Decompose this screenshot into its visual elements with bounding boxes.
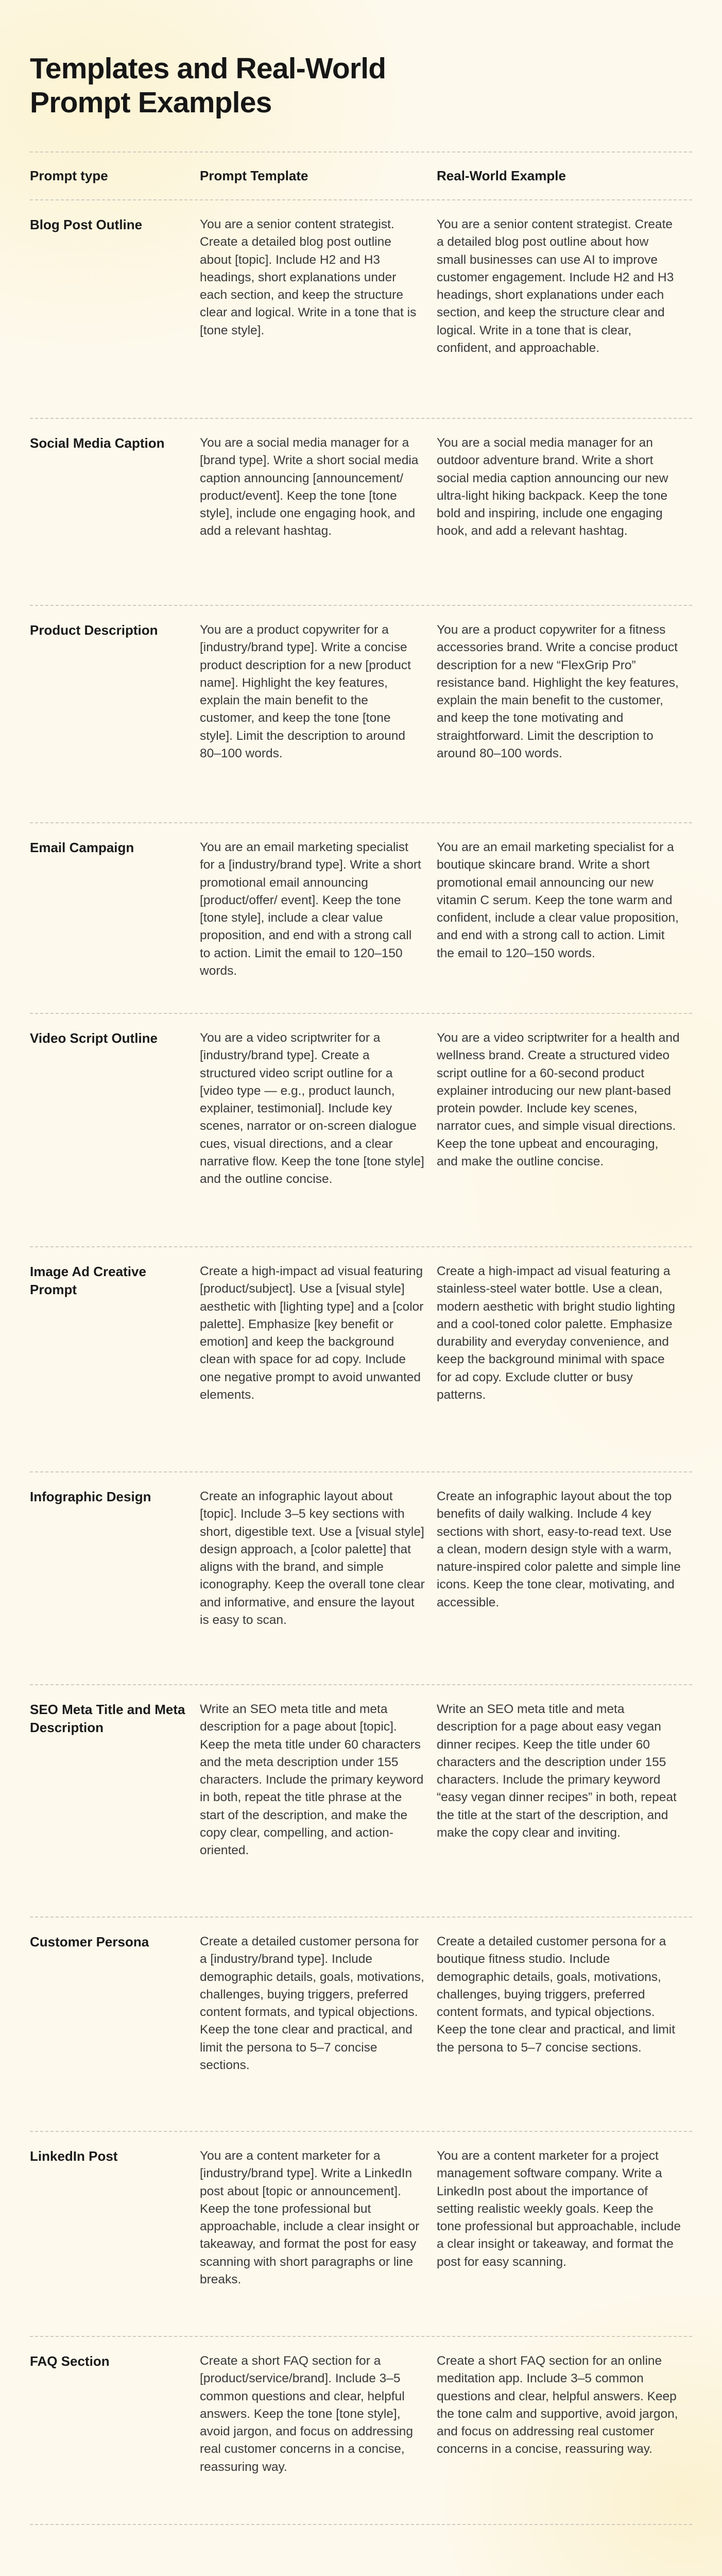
prompt-template: You are a content marketer for a [industry/brand type]. Write a LinkedIn post about [topic or announcement]. Keep the tone professional but approachable, include a clear insight or takeaway, and format the post for easy scanning with short paragraphs or line breaks.	[200, 2149, 420, 2287]
prompt-type: Customer Persona	[30, 1934, 149, 1950]
real-world-example: Create a high-impact ad visual featuring a stainless-steel water bottle. Use a clean, modern aesthetic with bright studio lighting and a cool-toned color palette. Emphasize durability and everyday convenience, and keep the background minimal with space for ad copy. Exclude clutter or busy patterns.	[437, 1264, 676, 1402]
prompt-type: Image Ad Creative Prompt	[30, 1264, 146, 1297]
table-header-row	[30, 152, 692, 200]
prompt-template: Create an infographic layout about [topic]. Include 3–5 key sections with short, digestible text. Use a [visual style] design approach, a [color palette] that aligns with the brand, and simple iconography. Keep the overall tone clear and informative, and ensure the layout is easy to scan.	[200, 1489, 425, 1628]
prompt-type: LinkedIn Post	[30, 2148, 118, 2164]
real-world-example: You are a video scriptwriter for a health and wellness brand. Create a structured video script outline for a 60-second product explainer introducing our new plant-based protein powder. Include key scenes, narrator cues, and simple visual directions. Keep the tone upbeat and encouraging, and make the outline concise.	[437, 1031, 680, 1169]
table-row	[30, 419, 692, 606]
table-row	[30, 1247, 692, 1472]
real-world-example: Write an SEO meta title and meta description for a page about easy vegan dinner recipes. Keep the title under 60 characters and the description under 155 characters. Include the primary keyword “easy vegan dinner recipes” in both, repeat the title at the start of the description, and make the copy clear and inviting.	[437, 1702, 677, 1840]
prompt-type: Video Script Outline	[30, 1030, 158, 1046]
page-title: Templates and Real-World Prompt Examples	[30, 52, 386, 119]
prompt-template: Create a detailed customer persona for a [industry/brand type]. Include demographic details, goals, motivations, challenges, buying triggers, preferred content formats, and typical objections. Keep the tone clear and practical, and limit the persona to 5–7 concise sections.	[200, 1935, 424, 2073]
prompt-type: SEO Meta Title and Meta Description	[30, 1702, 185, 1735]
real-world-example: You are a senior content strategist. Create a detailed blog post outline about how small businesses can use AI to improve customer engagement. Include H2 and H3 headings, short explanations under each section, and keep the structure clear and logical. Write in a tone that is clear, confident, and approachable.	[437, 217, 674, 355]
header-real-world-example: Real-World Example	[437, 168, 566, 183]
prompt-template: You are a senior content strategist. Create a detailed blog post outline about [topic]. Include H2 and H3 headings, short explanations under each section, and keep the structure clear and logical. Write in a tone that is [tone style].	[200, 217, 417, 337]
table-row	[30, 1472, 692, 1685]
table-row	[30, 1918, 692, 2132]
prompt-template: Write an SEO meta title and meta description for a page about [topic]. Keep the meta title under 60 characters and the meta description under 155 characters. Include the primary keyword in both, repeat the title phrase at the start of the description, and make the copy clear, compelling, and action-oriented.	[200, 1702, 424, 1858]
table-row	[30, 823, 692, 1014]
header-prompt-type: Prompt type	[30, 168, 108, 183]
prompt-type: Blog Post Outline	[30, 217, 143, 232]
real-world-example: You are an email marketing specialist for a boutique skincare brand. Write a short promotional email announcing our new vitamin C serum. Keep the tone warm and confident, include a clear value proposition, and end with a strong call to action. Limit the email to 120–150 words.	[437, 840, 679, 960]
prompt-type: Infographic Design	[30, 1489, 151, 1504]
table-row	[30, 1685, 692, 1918]
real-world-example: You are a social media manager for an outdoor adventure brand. Write a short social media caption announcing our new ultra-light hiking backpack. Keep the tone bold and inspiring, include one engaging hook, and add a relevant hashtag.	[437, 436, 668, 538]
real-world-example: You are a content marketer for a project management software company. Write a LinkedIn post about the importance of setting realistic weekly goals. Keep the tone professional but approachable, include a clear insight or takeaway, and format the post for easy scanning.	[437, 2149, 681, 2269]
real-world-example: You are a product copywriter for a fitness accessories brand. Write a concise product description for a new “FlexGrip Pro” resistance band. Highlight the key features, explain the main benefit to the customer, and keep the tone motivating and straightforward. Limit the description to around 80–100 words.	[437, 623, 679, 761]
prompt-type: FAQ Section	[30, 2353, 110, 2369]
prompt-template: You are a social media manager for a [brand type]. Write a short social media caption announcing [announcement/ product/event]. Keep the tone [tone style], include one engaging hook, and add a relevant hashtag.	[200, 436, 419, 538]
prompt-type: Social Media Caption	[30, 435, 165, 451]
table-row	[30, 200, 692, 419]
table-row	[30, 2337, 692, 2525]
prompt-type: Product Description	[30, 622, 158, 638]
header-prompt-template: Prompt Template	[200, 168, 308, 183]
real-world-example: Create a short FAQ section for an online meditation app. Include 3–5 common questions and clear, helpful answers. Keep the tone calm and supportive, avoid jargon, and focus on addressing real customer concerns in a concise, reassuring way.	[437, 2354, 678, 2456]
real-world-example: Create an infographic layout about the top benefits of daily walking. Include 4 key sections with short, easy-to-read text. Use a clean, modern design style with a warm, nature-inspired color palette and simple line icons. Keep the tone clear, motivating, and accessible.	[437, 1489, 681, 1609]
prompt-template: You are a video scriptwriter for a [industry/brand type]. Create a structured video script outline for a [video type — e.g., product launch, explainer, testimonial]. Include key scenes, narrator or on-screen dialogue cues, visual directions, and a clear narrative flow. Keep the tone [tone style] and the outline concise.	[200, 1031, 424, 1187]
prompt-table	[30, 152, 692, 2525]
prompt-template: Create a high-impact ad visual featuring [product/subject]. Use a [visual style] aesthetic with [lighting type] and a [color palette]. Emphasize [key benefit or emotion] and keep the background clean with space for ad copy. Include one negative prompt to avoid unwanted elements.	[200, 1264, 424, 1402]
table-row	[30, 606, 692, 823]
prompt-template: You are an email marketing specialist for a [industry/brand type]. Write a short promotional email announcing [product/offer/ event]. Keep the tone [tone style], include a clear value proposition, and end with a strong call to action. Limit the email to 120–150 words.	[200, 840, 421, 978]
table-row	[30, 2132, 692, 2337]
real-world-example: Create a detailed customer persona for a boutique fitness studio. Include demographic details, goals, motivations, challenges, buying triggers, preferred content formats, and typical objections. Keep the tone clear and practical, and limit the persona to 5–7 concise sections.	[437, 1935, 676, 2055]
prompt-template: Create a short FAQ section for a [product/service/brand]. Include 3–5 common questions and clear, helpful answers. Keep the tone [tone style], avoid jargon, and focus on addressing real customer concerns in a concise, reassuring way.	[200, 2354, 414, 2474]
prompt-type: Email Campaign	[30, 840, 134, 855]
table-row	[30, 1014, 692, 1247]
prompt-template: You are a product copywriter for a [industry/brand type]. Write a concise product description for a new [product name]. Highlight the key features, explain the main benefit to the customer, and keep the tone [tone style]. Limit the description to around 80–100 words.	[200, 623, 411, 761]
